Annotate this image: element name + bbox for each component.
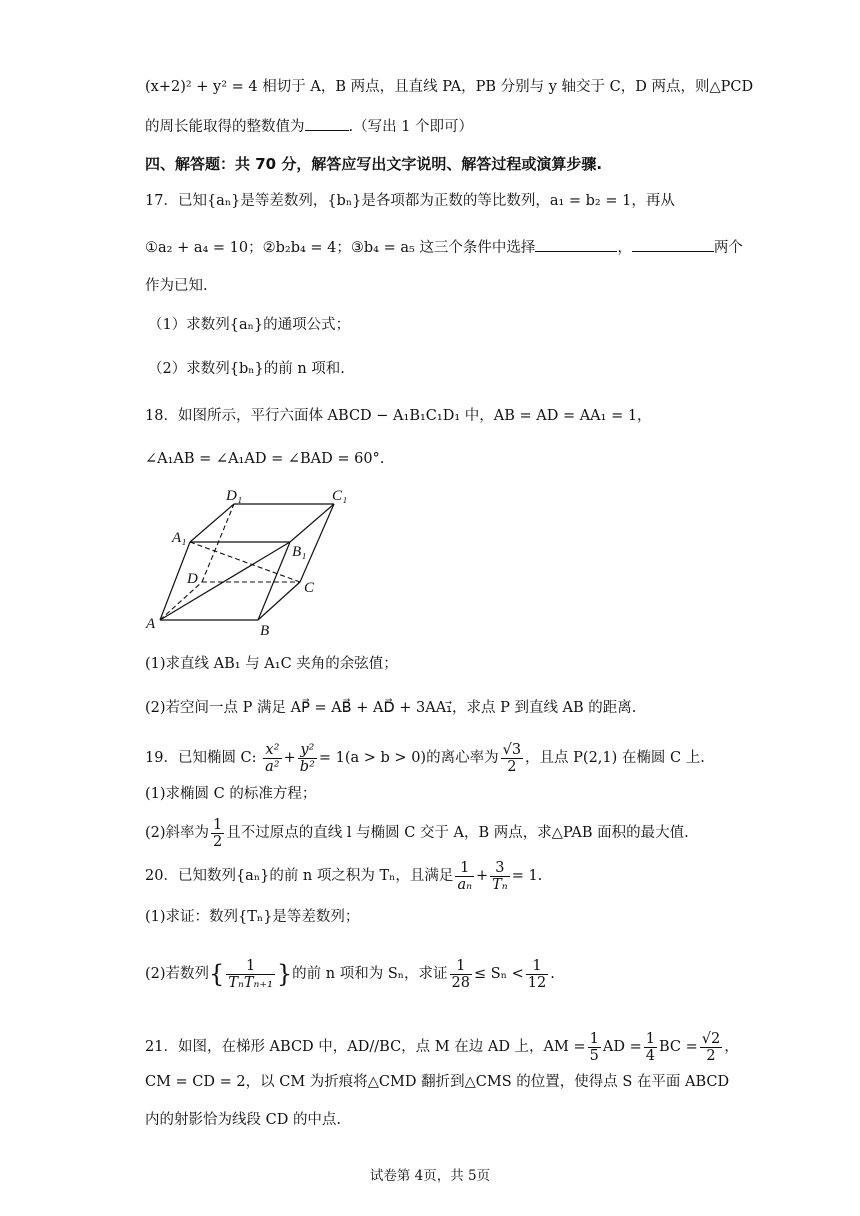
q17-choice-blank-1 [535, 237, 617, 252]
label-C1: C₁ [332, 488, 348, 504]
q20-frac-3tn: $\frac{3}{\text{Tₙ}}$ [492, 859, 508, 893]
q17-conditions: ①a₂ + a₄ = 10；②b₂b₄ = 4；③b₄ = a₅ 这三个条件中选择 [145, 240, 536, 256]
q20-line1 [145, 856, 542, 896]
q21-line3: 内的射影恰为线段 CD 的中点. [145, 1112, 342, 1128]
q19-part1: (1)求椭圆 C 的标准方程； [145, 786, 317, 802]
q17-sep: ， [617, 240, 632, 256]
section4-title: 四、解答题：共 70 分，解答应写出文字说明、解答过程或演算步骤. [145, 155, 603, 173]
q21-mid1: AD = [602, 1039, 642, 1055]
q19-intro: 19．已知椭圆 C: [145, 750, 257, 766]
q20-part2: (2)若数列{ $\frac{1}{\text{TₙTₙ₊₁}}$ }的前 n 项和为 Sₙ，求证 $\frac{1}{28}$ ≤ Sₙ < $\frac{1}{12}$ . [145, 957, 555, 991]
label-B1: B₁ [292, 544, 307, 560]
q20-frac-seq: $\frac{1}{\text{TₙTₙ₊₁}}$ [228, 957, 273, 991]
q20-eq: = 1. [511, 868, 543, 884]
q20-intro: 20．已知数列{aₙ}的前 n 项之积为 Tₙ，且满足 [145, 868, 454, 884]
q18-part1: (1)求直线 AB₁ 与 A₁C 夹角的余弦值； [145, 656, 398, 672]
q21-line1 [145, 1027, 739, 1067]
q17-line3: 作为已知. [145, 278, 208, 294]
q20-frac-1an: $\frac{1}{\text{aₙ}}$ [457, 859, 472, 893]
q16-line2-before: 的周长能取得的整数值为 [145, 119, 305, 135]
q17-choice-blank-2 [632, 237, 714, 252]
q21-intro: 21．如图，在梯形 ABCD 中，AD//BC，点 M 在边 AD 上，AM = [145, 1039, 586, 1055]
label-D: D [187, 571, 198, 587]
q19-frac-x2a2: $\frac{\text{x²}}{\text{a²}}$ [265, 741, 280, 775]
q18-part2: (2)若空间一点 P 满足 AP⃗ = AB⃗ + AD⃗ + 3AA₁⃗，求点 P 到直线 AB 的距离. [145, 700, 637, 716]
q20-part2-a: (2)若数列 [145, 966, 210, 982]
q20-ineq: ≤ Sₙ < [474, 966, 524, 982]
q17-part1: （1）求数列{aₙ}的通项公式； [148, 317, 351, 333]
q20-end: . [550, 966, 555, 982]
label-C: C [304, 580, 315, 596]
q17-part2: （2）求数列{bₙ}的前 n 项和. [148, 361, 345, 377]
q21-mid2: BC = [658, 1039, 698, 1055]
q21-frac-1-4: $\frac{1}{4}$ [645, 1030, 655, 1064]
label-B: B [260, 623, 270, 639]
label-A: A [146, 616, 156, 632]
page-footer: 试卷第 4页，共 5页 [369, 1168, 491, 1184]
q19-frac-e: $\frac{√3}{2}$ [502, 741, 522, 775]
q21-frac-1-5: $\frac{1}{5}$ [589, 1030, 599, 1064]
q20-frac-upper: $\frac{1}{12}$ [527, 957, 547, 991]
q18-line1: 18．如图所示，平行六面体 ABCD − A₁B₁C₁D₁ 中，AB = AD = AA₁ = 1， [145, 408, 652, 424]
q17-line2-after: 两个 [713, 240, 743, 256]
q20-frac-lower: $\frac{1}{28}$ [451, 957, 470, 991]
q20-part1: (1)求证：数列{Tₙ}是等差数列； [145, 909, 360, 925]
q16-line1: (x+2)² + y² = 4 相切于 A，B 两点，且直线 PA，PB 分别与 y 轴交于 C，D 两点，则△PCD [145, 79, 754, 95]
q19-frac-y2b2: $\frac{\text{y²}}{\text{b²}}$ [299, 741, 315, 775]
q20-part2-b: 的前 n 项和为 Sₙ，求证 [292, 966, 448, 982]
label-A1: A₁ [172, 530, 187, 546]
q19-line1 [145, 738, 705, 778]
label-D1: D₁ [226, 488, 243, 504]
q21-frac-sqrt2-2: $\frac{√2}{2}$ [701, 1030, 721, 1064]
parallelepiped-figure [140, 478, 360, 643]
q17-line2 [145, 237, 743, 259]
q19-eq: = 1(a > b > 0)的离心率为 [318, 750, 499, 766]
q19-frac-slope: $\frac{1}{2}$ [213, 816, 223, 850]
q16-line2 [145, 116, 473, 138]
q19-part2-b: 且不过原点的直线 l 与椭圆 C 交于 A，B 两点，求△PAB 面积的最大值. [226, 825, 689, 841]
q19-part2 [145, 815, 689, 851]
q16-line2-after: .（写出 1 个即可） [348, 119, 474, 135]
q16-answer-blank [305, 116, 349, 131]
q17-line1: 17．已知{aₙ}是等差数列，{bₙ}是各项都为正数的等比数列，a₁ = b₂ = 1，再从 [145, 193, 675, 209]
q19-part2-a: (2)斜率为 [145, 825, 210, 841]
q18-line2: ∠A₁AB = ∠A₁AD = ∠BAD = 60°. [145, 451, 385, 467]
q20-plus: + [475, 868, 489, 884]
q19-plus: + [283, 750, 296, 766]
q21-comma: ， [724, 1039, 739, 1055]
q21-line2: CM = CD = 2，以 CM 为折痕将△CMD 翻折到△CMS 的位置，使得点 S 在平面 ABCD [145, 1074, 730, 1090]
q19-point: ，且点 P(2,1) 在椭圆 C 上. [525, 750, 705, 766]
